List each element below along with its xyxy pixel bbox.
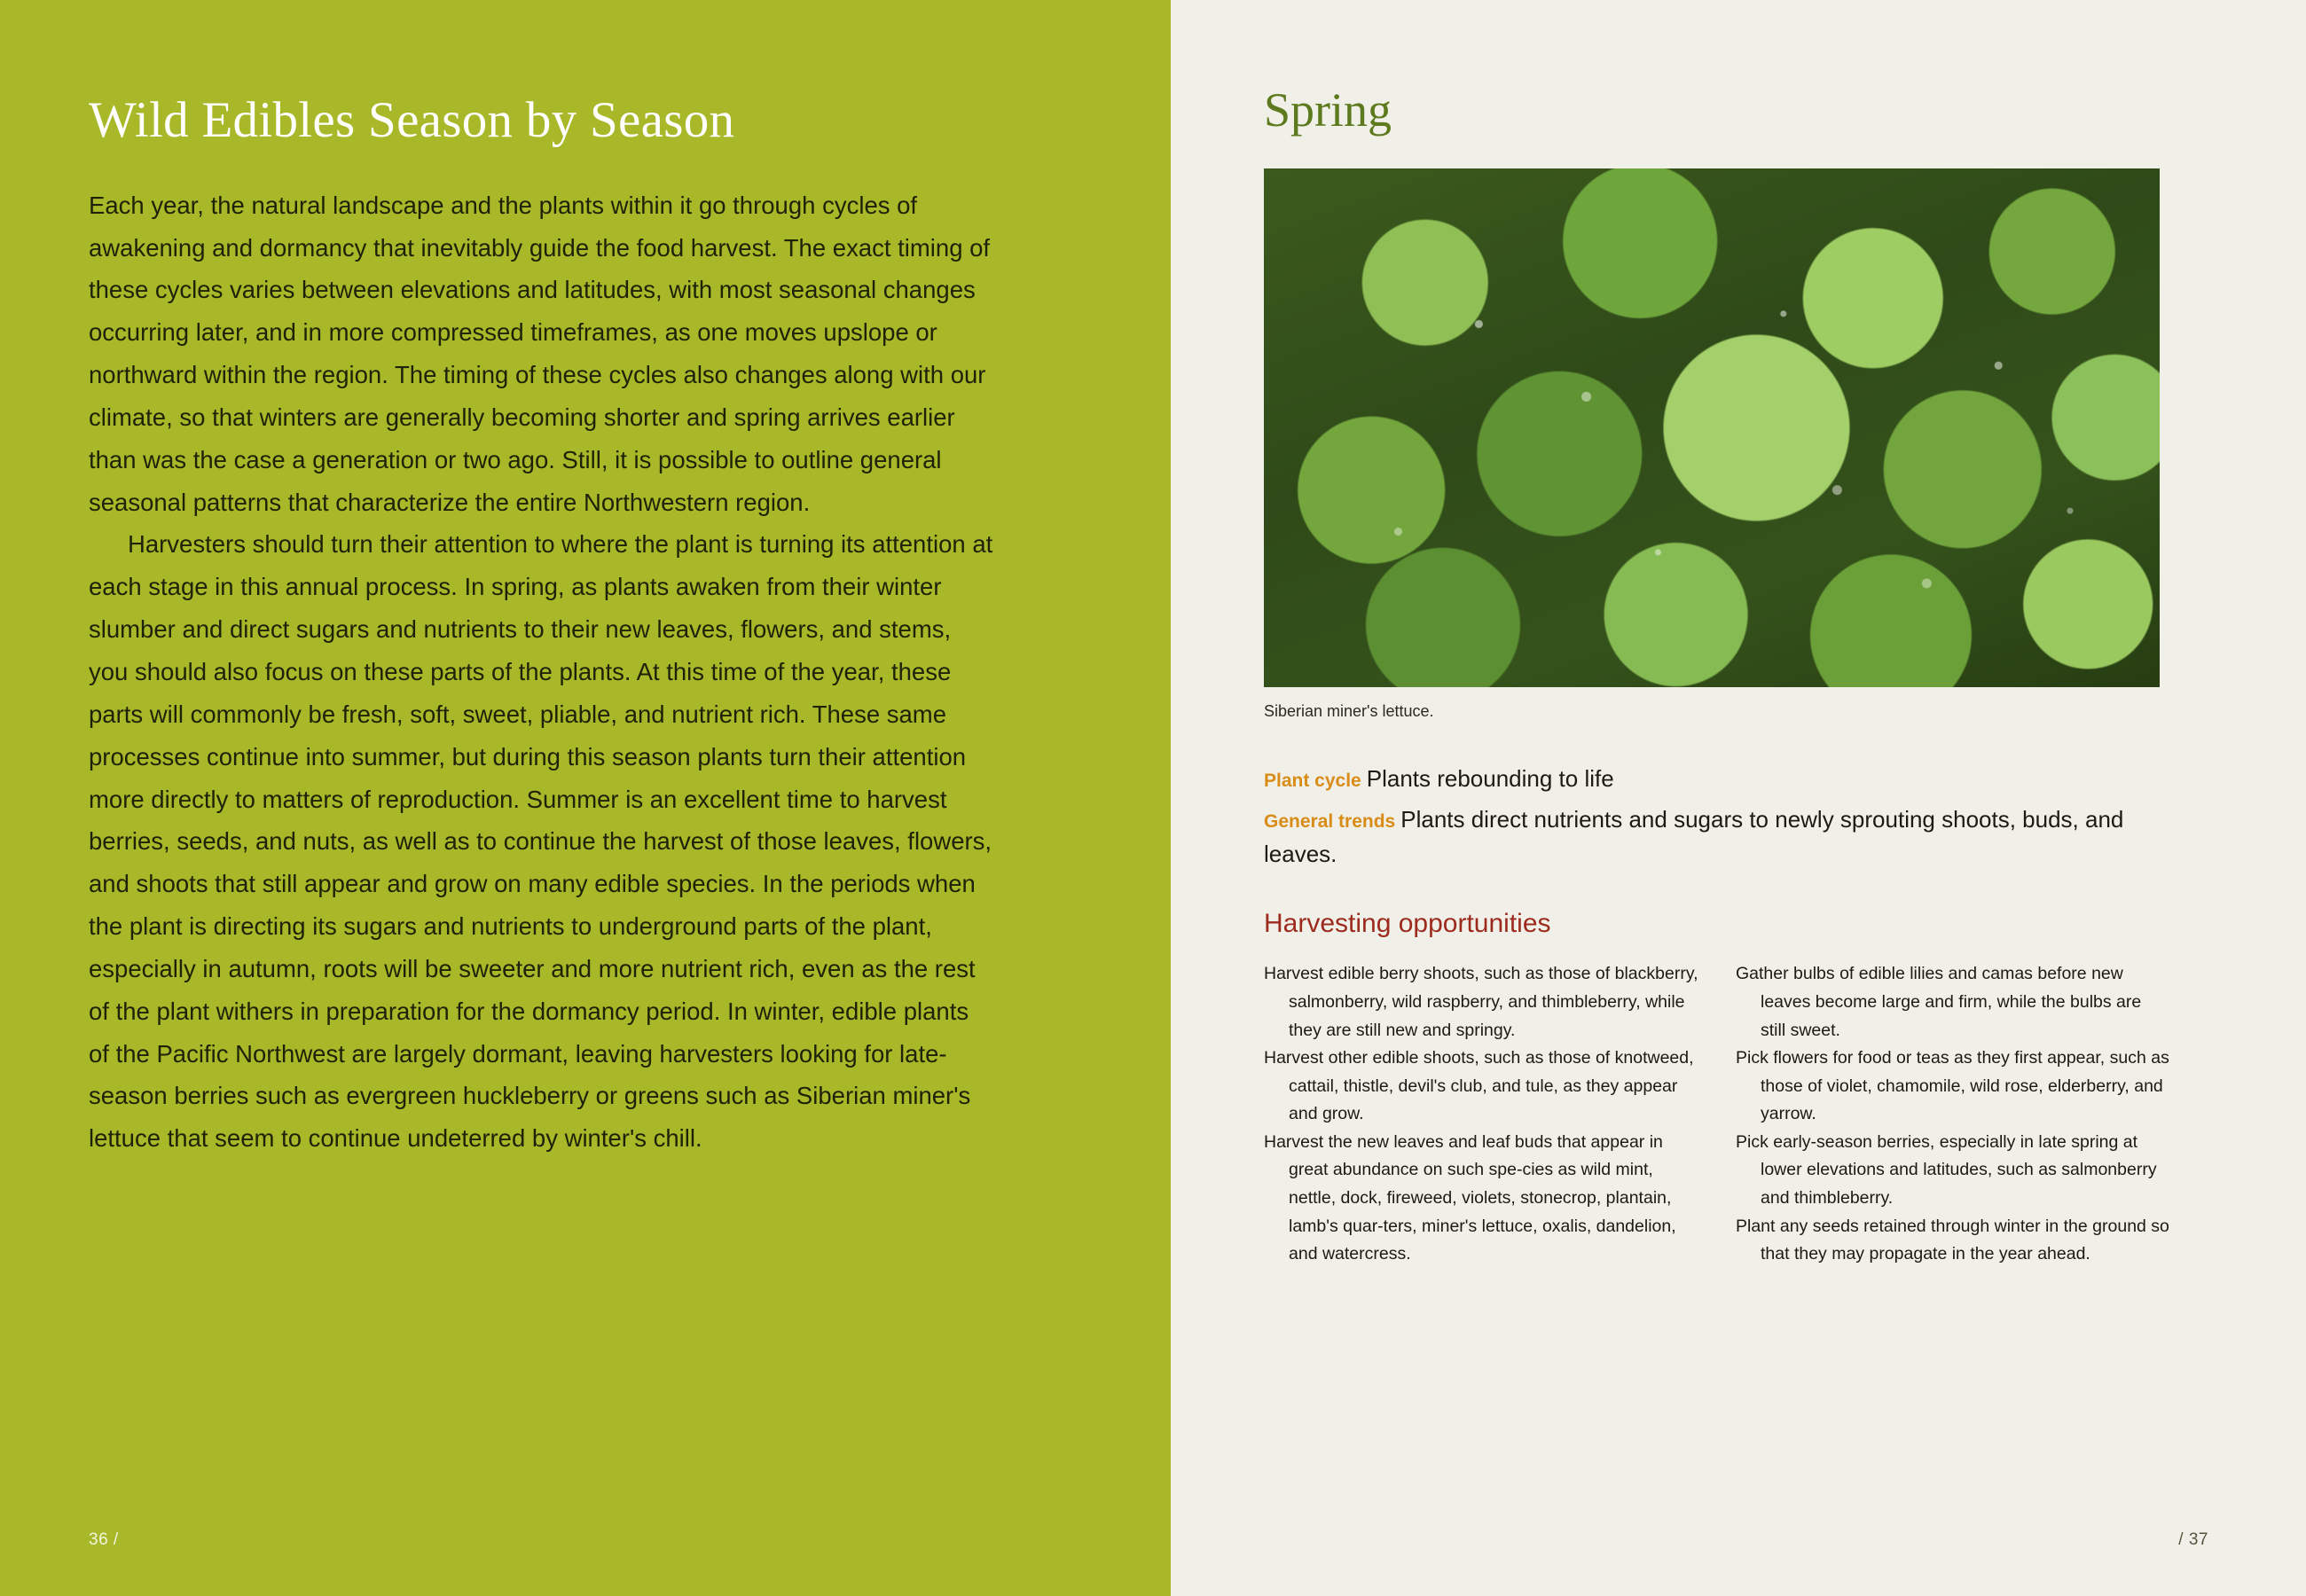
harvesting-column-right — [1736, 960, 2170, 1268]
meta-line-general-trends — [1264, 802, 2177, 872]
meta-line-plant-cycle — [1264, 762, 2177, 796]
photo-water-droplets — [1264, 168, 2160, 687]
harvesting-opportunities-heading: Harvesting opportunities — [1264, 909, 1551, 939]
photo-caption: Siberian miner's lettuce. — [1264, 702, 1434, 721]
paragraph-1: Each year, the natural landscape and the plants within it go through cycles of awakening and dormancy that inevitably guide the food harvest. The exact timing of these cycles varies between elevations and latitudes, with most seasonal changes occurring later, and in more compressed timeframes, as one moves upslope or northward within the region. The timing of these cycles also changes along with our climate, so that winters are generally becoming shorter and spring arrives earlier than was the case a generation or two ago. Still, it is possible to outline general seasonal patterns that characterize the entire Northwestern region. — [89, 191, 991, 516]
page-title: Wild Edibles Season by Season — [89, 92, 735, 148]
meta-value-general-trends: Plants direct nutrients and sugars to newly sprouting shoots, buds, and leaves. — [1264, 806, 2124, 868]
right-page — [1171, 0, 2306, 1596]
harvesting-column-left — [1264, 960, 1698, 1268]
section-title: Spring — [1264, 83, 1392, 137]
list-item: Harvest other edible shoots, such as those of knotweed, cattail, thistle, devil's club, and tule, as they appear and grow. — [1264, 1048, 1694, 1124]
meta-label-general-trends: General trends — [1264, 811, 1396, 833]
list-item: Gather bulbs of edible lilies and camas before new leaves become large and firm, while the bulbs are still sweet. — [1736, 964, 2142, 1040]
harvesting-columns — [1264, 960, 2177, 1268]
meta-label-plant-cycle: Plant cycle — [1264, 771, 1361, 792]
folio-right: / 37 — [2178, 1530, 2208, 1549]
plant-photo — [1264, 168, 2160, 687]
list-item: Pick early-season berries, especially in late spring at lower elevations and latitudes, such as salmonberry and thimbleberry. — [1736, 1131, 2157, 1209]
list-item: Plant any seeds retained through winter in the ground so that they may propagate in the year ahead. — [1736, 1216, 2169, 1264]
folio-left: 36 / — [89, 1530, 119, 1549]
list-item: Harvest the new leaves and leaf buds that appear in great abundance on such spe-cies as wild mint, nettle, dock, fireweed, violets, stonecrop, plantain, lamb's quar-ters, miner's lettuce, oxalis, dandelion, and watercress. — [1264, 1131, 1676, 1264]
left-page-body — [89, 184, 993, 1160]
paragraph-2: Harvesters should turn their attention to where the plant is turning its attention at each stage in this annual process. In spring, as plants awaken from their winter slumber and direct sugars and nutrients to their new leaves, flowers, and stems, you should also focus on these parts of the plants. At this time of the year, these parts will commonly be fresh, soft, sweet, pliable, and nutrient rich. These same processes continue into summer, but during this season plants turn their attention more directly to matters of reproduction. Summer is an excellent time to harvest berries, seeds, and nuts, as well as to continue the harvest of those leaves, flowers, and shoots that still appear and grow on many edible species. In the periods when the plant is directing its sugars and nutrients to underground parts of the plant, especially in autumn, roots will be sweeter and more nutrient rich, even as the rest of the plant withers in preparation for the dormancy period. In winter, edible plants of the Pacific Northwest are largely dormant, leaving harvesters looking for late-season berries such as evergreen huckleberry or greens such as Siberian miner's lettuce that seem to continue undeterred by winter's chill. — [89, 530, 993, 1153]
list-item: Harvest edible berry shoots, such as those of blackberry, salmonberry, wild raspberry, and thimbleberry, while they are still new and springy. — [1264, 964, 1698, 1040]
plant-meta-block — [1264, 762, 2177, 872]
meta-value-plant-cycle: Plants rebounding to life — [1366, 765, 1614, 793]
list-item: Pick flowers for food or teas as they first appear, such as those of violet, chamomile, wild rose, elderberry, and yarrow. — [1736, 1048, 2169, 1124]
